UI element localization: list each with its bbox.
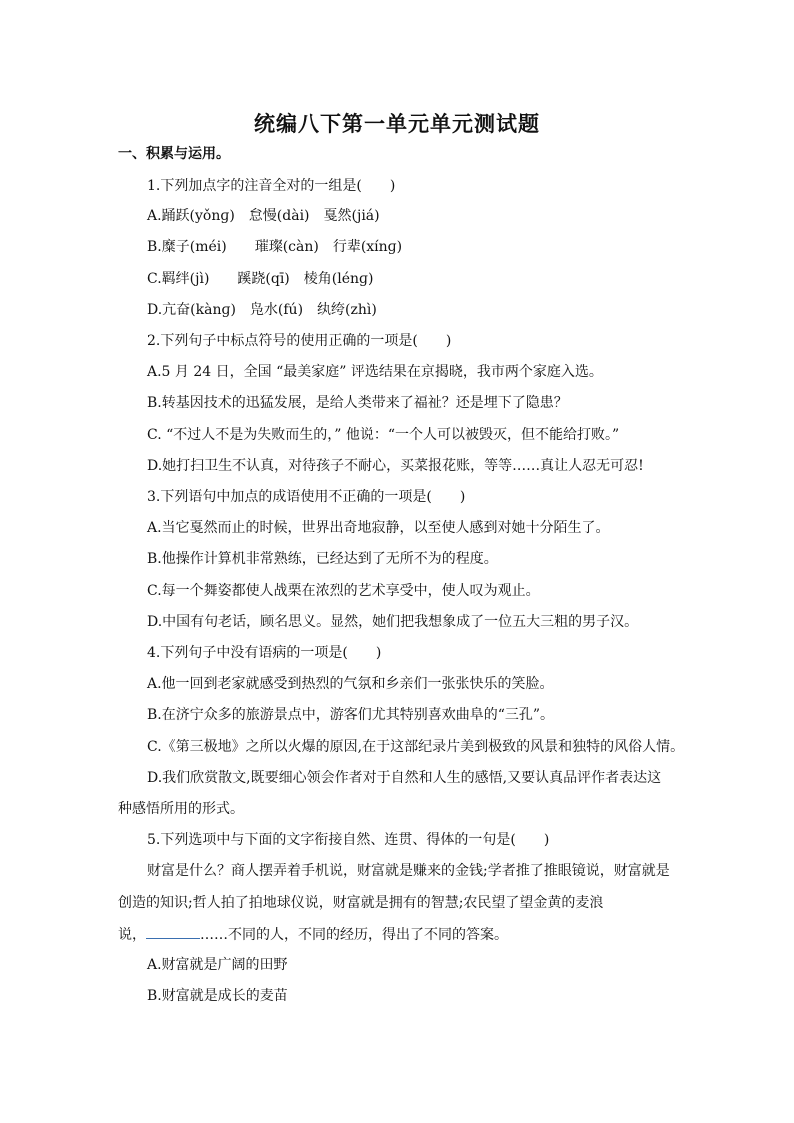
q2-option-a: A.5 月 24 日，全国 “最美家庭” 评选结果在京揭晓，我市两个家庭入选。 [147,364,603,380]
q5-passage-line-3-end: ……不同的人，不同的经历，得出了不同的答案。 [200,927,508,943]
q5-option-a: A.财富就是广阔的田野 [147,957,288,973]
q5-option-b: B.财富就是成长的麦苗 [147,988,288,1004]
q2-option-b: B.转基因技术的迅猛发展，是给人类带来了福祉？还是埋下了隐患？ [147,395,568,411]
q4-option-a: A.他一回到老家就感受到热烈的气氛和乡亲们一张张快乐的笑脸。 [147,676,554,692]
q1-option-a: A.踊跃(yǒnɡ) 怠慢(dài) 戛然(jiá) [147,208,380,224]
q1-option-b: B.糜子(méi) 璀璨(càn) 行辈(xínɡ) [147,239,403,255]
q4-option-b: B.在济宁众多的旅游景点中，游客们尤其特别喜欢曲阜的“三孔”。 [147,707,555,723]
section-heading: 一、积累与运用。 [118,146,230,162]
q2-option-c: C. “不过人不是为失败而生的，” 他说：“一个人可以被毁灭，但不能给打败。” [147,427,620,443]
q5-passage-line-3 [118,924,508,945]
page-title: 统编八下第一单元单元测试题 [254,111,540,136]
q1-stem: 1.下列加点字的注音全对的一组是( ) [147,178,396,194]
q3-stem: 3.下列语句中加点的成语使用不正确的一项是( ) [147,489,466,505]
q4-option-d: D.我们欣赏散文,既要细心领会作者对于自然和人生的感悟,又要认真品评作者表达这 [147,770,662,786]
q3-option-c: C.每一个舞姿都使人战栗在浓烈的艺术享受中，使人叹为观止。 [147,583,540,599]
q5-passage-line-2: 创造的知识;哲人拍了拍地球仪说，财富就是拥有的智慧;农民望了望金黄的麦浪 [118,895,604,911]
q4-option-d-continued: 种感悟所用的形式。 [118,801,244,817]
q3-option-d: D.中国有句老话，顾名思义。显然，她们把我想象成了一位五大三粗的男子汉。 [147,614,639,630]
q5-stem: 5.下列选项中与下面的文字衔接自然、连贯、得体的一句是( ) [147,832,550,848]
q4-option-c: C.《第三极地》之所以火爆的原因,在于这部纪录片美到极致的风景和独特的风俗人情。 [147,739,685,755]
q2-option-d: D.她打扫卫生不认真，对待孩子不耐心，买菜报花账，等等……真让人忍无可忍! [147,458,644,474]
q5-passage-line-1: 财富是什么？商人摆弄着手机说，财富就是赚来的金钱;学者推了推眼镜说，财富就是 [147,863,670,879]
q1-option-d: D.亢奋(kànɡ) 凫水(fú) 纨绔(zhì) [147,302,377,318]
q2-stem: 2.下列句子中标点符号的使用正确的一项是( ) [147,333,452,349]
answer-blank [146,924,200,939]
q1-option-c: C.羁绊(jì) 蹊跷(qī) 棱角(lénɡ) [147,271,374,287]
q4-stem: 4.下列句子中没有语病的一项是( ) [147,645,382,661]
q5-passage-line-3-start: 说， [118,927,146,943]
q3-option-b: B.他操作计算机非常熟练，已经达到了无所不为的程度。 [147,551,498,567]
q3-option-a: A.当它戛然而止的时候，世界出奇地寂静，以至使人感到对她十分陌生了。 [147,520,610,536]
